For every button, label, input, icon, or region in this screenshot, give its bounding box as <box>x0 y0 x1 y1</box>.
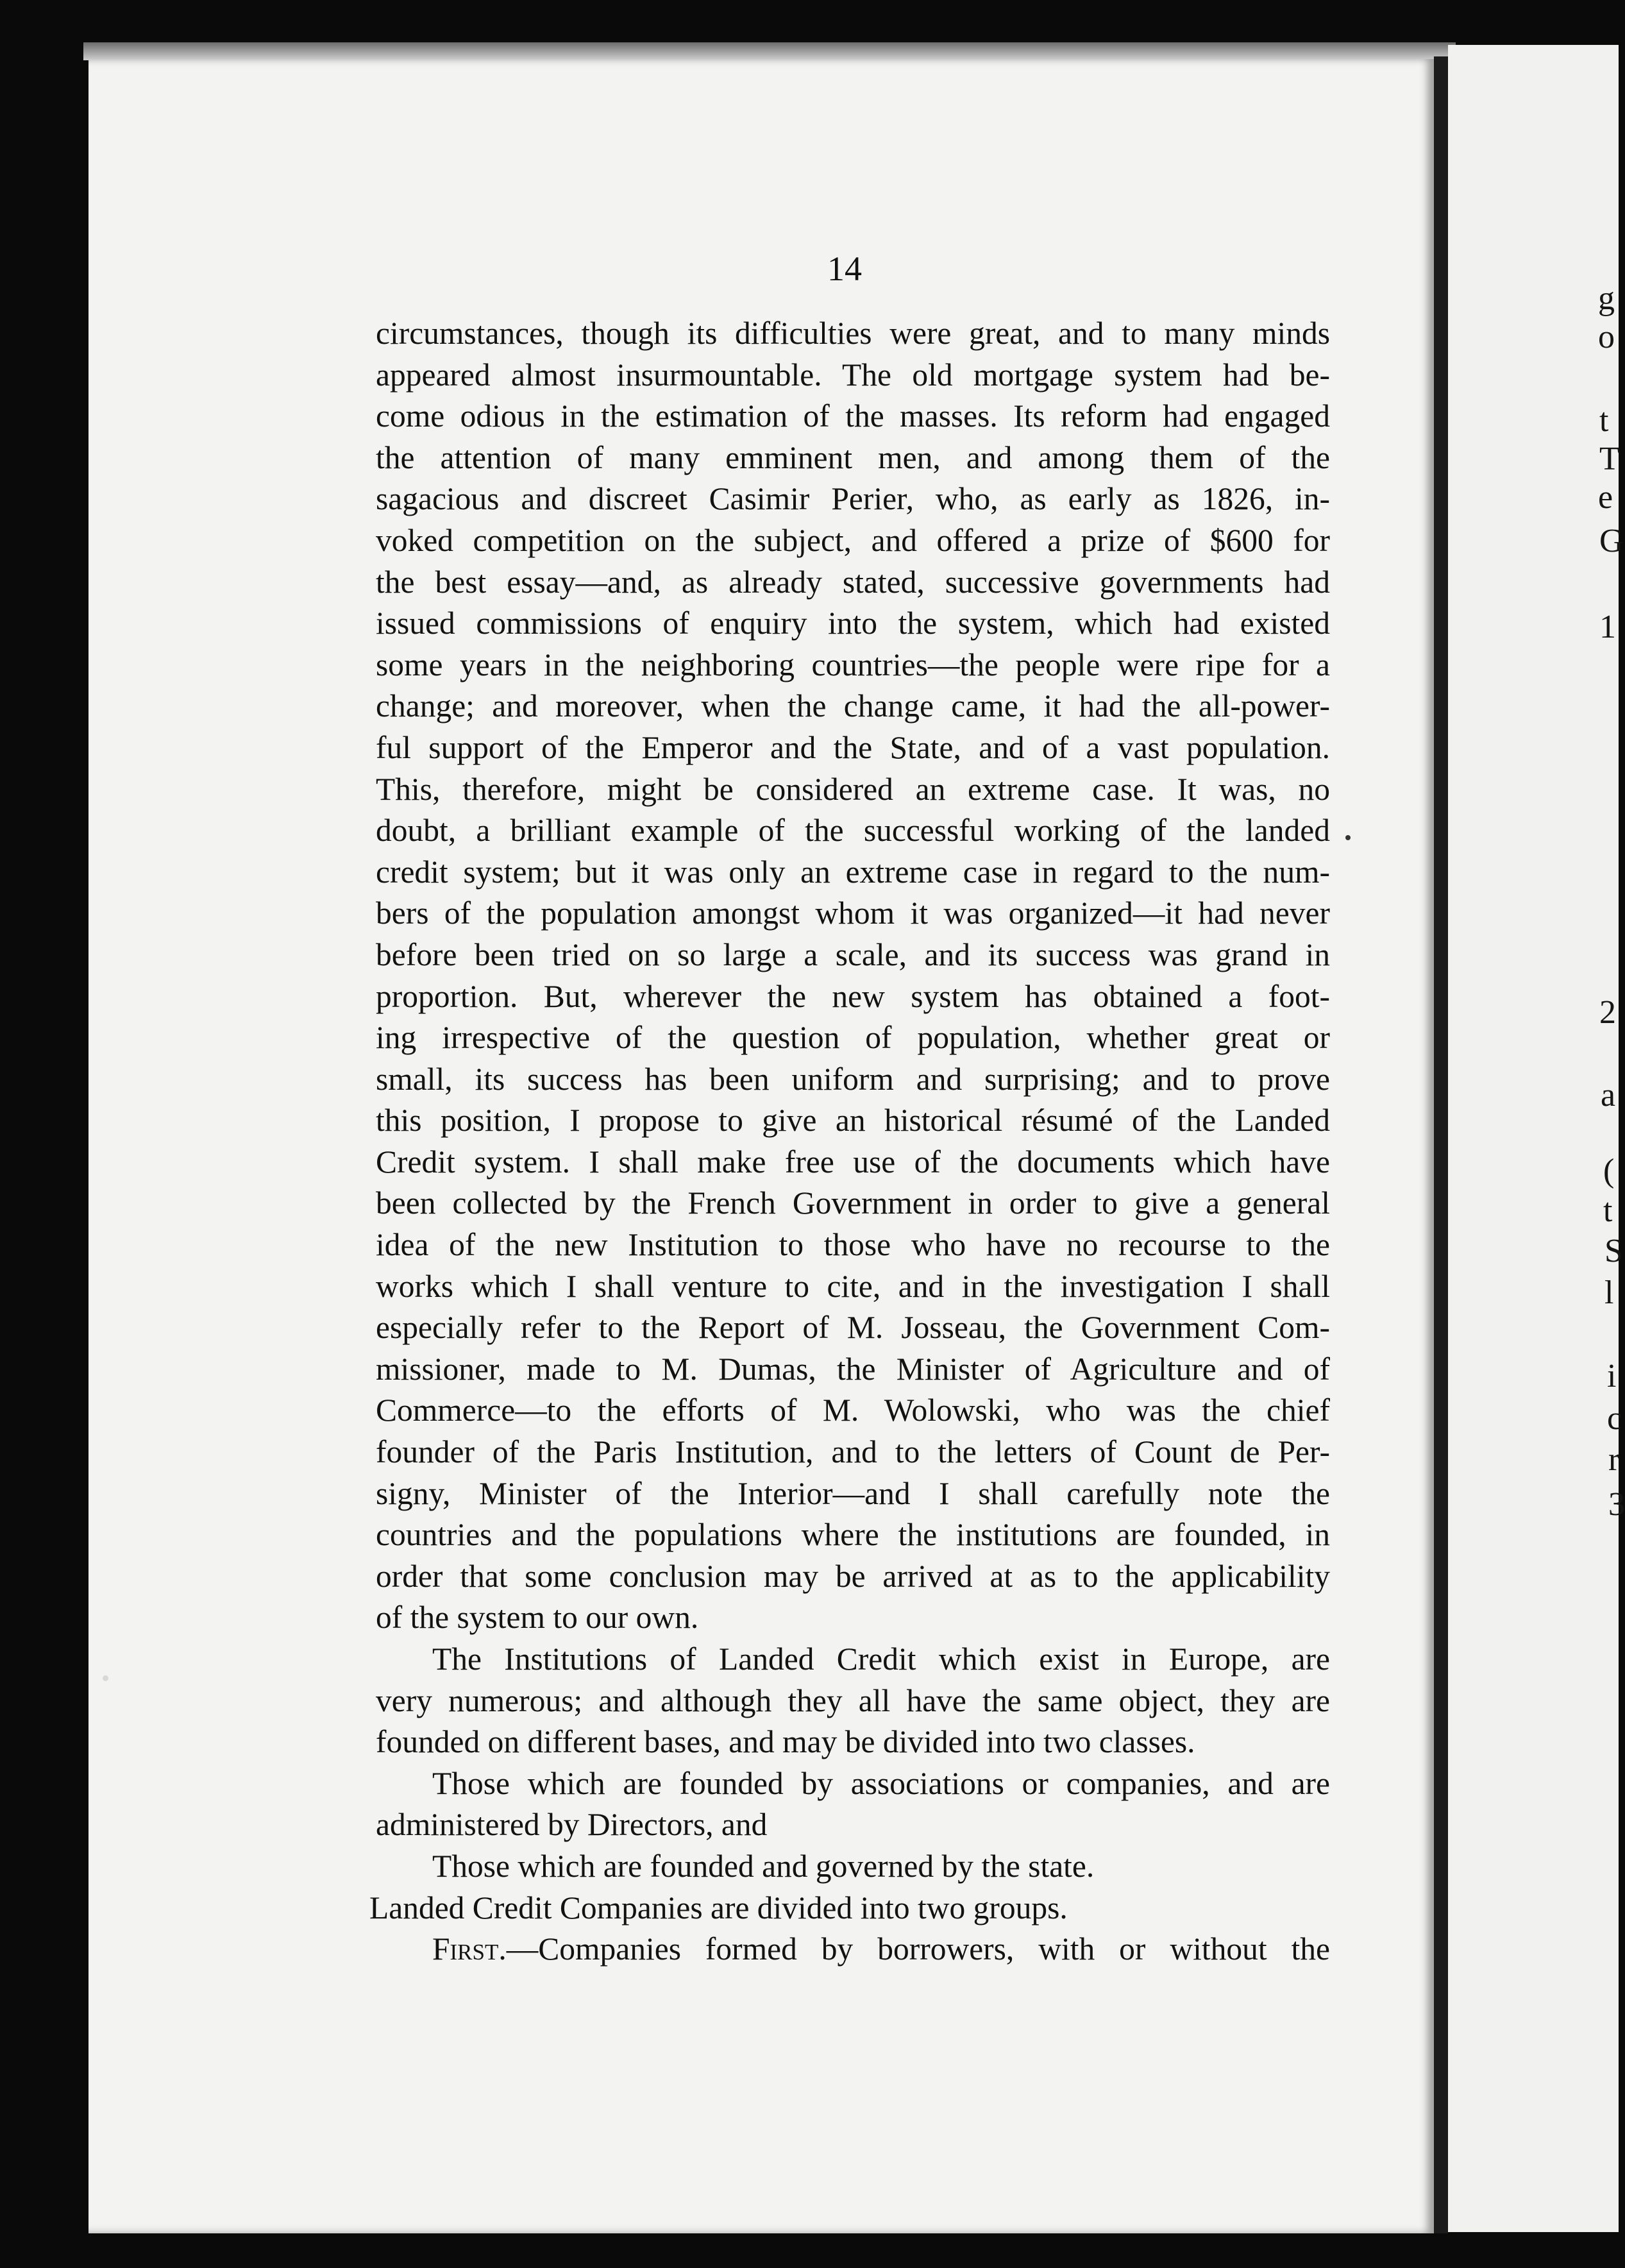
facing-page-fragment: S <box>1604 1233 1623 1269</box>
text-line: of the system to our own. <box>376 1600 699 1636</box>
facing-page-fragment: t <box>1603 1192 1613 1229</box>
text-line: order that some conclusion may be arrived at as to the applicability <box>376 1558 1330 1594</box>
text-line: Landed Credit Companies are divided into two groups. <box>369 1890 1068 1925</box>
facing-page-fragment: r <box>1608 1441 1620 1478</box>
facing-page-fragment: i <box>1607 1358 1617 1394</box>
text-line: sagacious and discreet Casimir Perier, who, as early as 1826, in- <box>376 481 1330 517</box>
text-line: this position, I propose to give an historical résumé of the Landed <box>376 1103 1330 1138</box>
scan-speck <box>1345 835 1351 840</box>
text-line: very numerous; and although they all have the same object, they are <box>376 1682 1330 1718</box>
text-line: the attention of many emminent men, and among them of the <box>376 439 1330 475</box>
text-line: been collected by the French Government in order to give a general <box>376 1185 1330 1221</box>
facing-page-fragment: G <box>1599 523 1624 559</box>
page-gutter <box>1434 56 1448 2233</box>
text-line: proportion. But, wherever the new system has obtained a foot- <box>376 978 1330 1014</box>
text-line: come odious in the estimation of the masses. Its reform had engaged <box>376 398 1330 434</box>
text-line: some years in the neighboring countries—the people were ripe for a <box>376 647 1330 682</box>
facing-page-fragment: t <box>1599 402 1609 439</box>
text-line: bers of the population amongst whom it was organized—it had never <box>376 895 1330 931</box>
facing-page-fragment: e <box>1598 479 1613 516</box>
text-line: ing irrespective of the question of population, whether great or <box>376 1020 1330 1056</box>
text-line <box>376 1929 1330 1970</box>
facing-page-fragment: o <box>1598 319 1615 355</box>
scan-top-edge <box>83 42 1456 60</box>
facing-page-fragment: 2 <box>1599 994 1616 1031</box>
text-line: circumstances, though its difficulties were great, and to many minds <box>376 316 1330 351</box>
facing-page-fragment: c <box>1607 1400 1622 1437</box>
text-line: Those which are founded by associations or companies, and are <box>432 1765 1330 1801</box>
text-line: issued commissions of enquiry into the system, which had existed <box>376 605 1330 641</box>
text-line: founder of the Paris Institution, and to the letters of Count de Per- <box>376 1434 1330 1470</box>
text-line: Credit system. I shall make free use of the documents which have <box>376 1144 1330 1180</box>
facing-page-fragment: 3 <box>1608 1486 1625 1523</box>
text-line: the best essay—and, as already stated, successive governments had <box>376 564 1330 600</box>
text-line: ful support of the Emperor and the State, and of a vast population. <box>376 729 1330 765</box>
facing-page-fragment: 1 <box>1599 609 1616 645</box>
facing-page-fragment: a <box>1601 1077 1616 1113</box>
text-line: small, its success has been uniform and surprising; and to prove <box>376 1061 1330 1097</box>
page-body-text <box>369 313 1330 1970</box>
text-line: administered by Directors, and <box>376 1807 768 1843</box>
text-line: before been tried on so large a scale, and its success was grand in <box>376 936 1330 972</box>
text-line: doubt, a brilliant example of the successful working of the landed <box>376 813 1330 849</box>
facing-page-fragment: l <box>1604 1274 1614 1311</box>
text-line: credit system; but it was only an extreme case in regard to the num- <box>376 854 1330 890</box>
facing-page-fragment: T <box>1599 441 1620 477</box>
text-line: This, therefore, might be considered an extreme case. It was, no <box>376 771 1330 807</box>
facing-page-fragment: g <box>1598 280 1615 317</box>
scan-speck <box>103 1675 108 1681</box>
text-line: especially refer to the Report of M. Josseau, the Government Com- <box>376 1310 1330 1346</box>
facing-page <box>1448 45 1619 2232</box>
page-number: 14 <box>827 250 862 288</box>
text-line: voked competition on the subject, and offered a prize of $600 for <box>376 522 1330 558</box>
text-line: change; and moreover, when the change came, it had the all-power- <box>376 688 1330 724</box>
text-line: appeared almost insurmountable. The old mortgage system had be- <box>376 357 1330 393</box>
small-caps-lead: First. <box>432 1931 507 1967</box>
text-line: countries and the populations where the institutions are founded, in <box>376 1517 1330 1553</box>
text-line: founded on different bases, and may be divided into two classes. <box>376 1724 1195 1760</box>
text-line: signy, Minister of the Interior—and I shall carefully note the <box>376 1475 1330 1511</box>
text-line-rest: —Companies formed by borrowers, with or without the <box>506 1931 1330 1967</box>
text-line: works which I shall venture to cite, and in the investigation I shall <box>376 1268 1330 1304</box>
facing-page-fragment: ( <box>1603 1153 1615 1189</box>
text-line: The Institutions of Landed Credit which exist in Europe, are <box>432 1641 1330 1677</box>
text-line: missioner, made to M. Dumas, the Minister of Agriculture and of <box>376 1351 1330 1387</box>
text-line: idea of the new Institution to those who have no recourse to the <box>376 1227 1330 1263</box>
text-line: Those which are founded and governed by the state. <box>432 1848 1095 1884</box>
text-line: Commerce—to the efforts of M. Wolowski, who was the chief <box>376 1392 1330 1428</box>
